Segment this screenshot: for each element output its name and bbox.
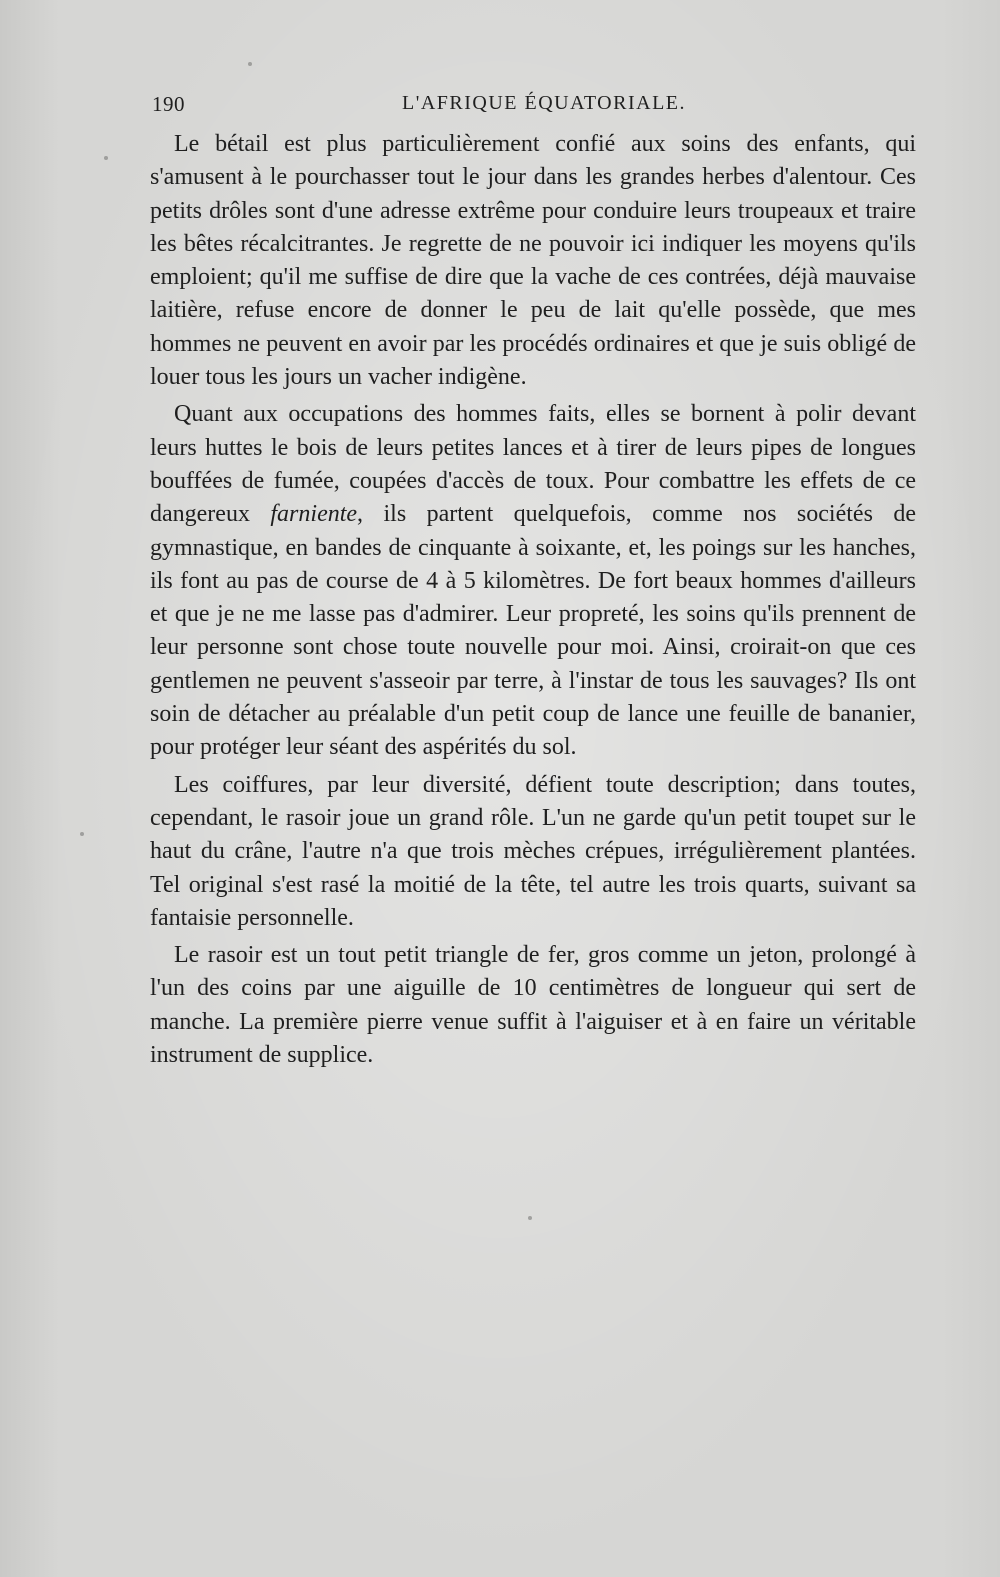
page-number: 190 [152, 92, 185, 116]
italic-term: farniente [270, 501, 358, 528]
paper-speck [248, 62, 252, 66]
paragraph-men-occupations [150, 398, 916, 764]
body-text [150, 128, 916, 1072]
paragraph-razor: Le rasoir est un tout petit triangle de fer, gros comme un jeton, prolongé à l'un des coins par une aiguille de 10 centimètres de longueur qui sert de manche. La première pierre venue suffit à l'aiguiser et à en faire un véritable instrument de supplice. [150, 942, 916, 1069]
page-header [152, 92, 916, 126]
paper-speck [80, 832, 84, 836]
paper-speck [528, 1216, 532, 1220]
paragraph-men-occupations-part2: , ils partent quelquefois, comme nos sociétés de gymnastique, en bandes de cinquante à soixante, et, les poings sur les hanches, ils font au pas de course de 4 à 5 kilomètres. De fort beaux hommes d'ailleurs et que je ne me lasse pas d'admirer. Leur propreté, les soins qu'ils prennent de leur personne sont chose toute nouvelle pour moi. Ainsi, croirait-on que ces gentlemen ne peuvent s'asseoir par terre, à l'instar de tous les sauvages? Ils ont soin de détacher au préalable d'un petit coup de lance une feuille de bananier, pour protéger leur séant des aspérités du sol. [150, 501, 916, 761]
paragraph-cattle: Le bétail est plus particulièrement confié aux soins des enfants, qui s'amusent à le pourchasser tout le jour dans les grandes herbes d'alentour. Ces petits drôles sont d'une adresse extrême pour conduire leurs troupeaux et traire les bêtes récalcitrantes. Je regrette de ne pouvoir ici indiquer les moyens qu'ils emploient; qu'il me suffise de dire que la vache de ces contrées, déjà mauvaise laitière, refuse encore de donner le peu de lait qu'elle possède, que mes hommes ne peuvent en avoir par les procédés ordinaires et que je suis obligé de louer tous les jours un vacher indigène. [150, 131, 916, 391]
paragraph-men-occupations-part1: Quant aux occupations des hommes faits, elles se bornent à polir devant leurs huttes le bois de leurs petites lances et à tirer de leurs pipes de longues bouffées de fumée, coupées d'accès de toux. Pour combattre les effets de ce dangereux [150, 401, 916, 528]
running-title: L'AFRIQUE ÉQUATORIALE. [402, 92, 686, 114]
paragraph-hairstyles: Les coiffures, par leur diversité, défient toute description; dans toutes, cependant, le rasoir joue un grand rôle. L'un ne garde qu'un petit toupet sur le haut du crâne, l'autre n'a que trois mèches crépues, irrégulièrement plantées. Tel original s'est rasé la moitié de la tête, tel autre les trois quarts, suivant sa fantaisie personnelle. [150, 771, 916, 931]
paper-speck [104, 156, 108, 160]
